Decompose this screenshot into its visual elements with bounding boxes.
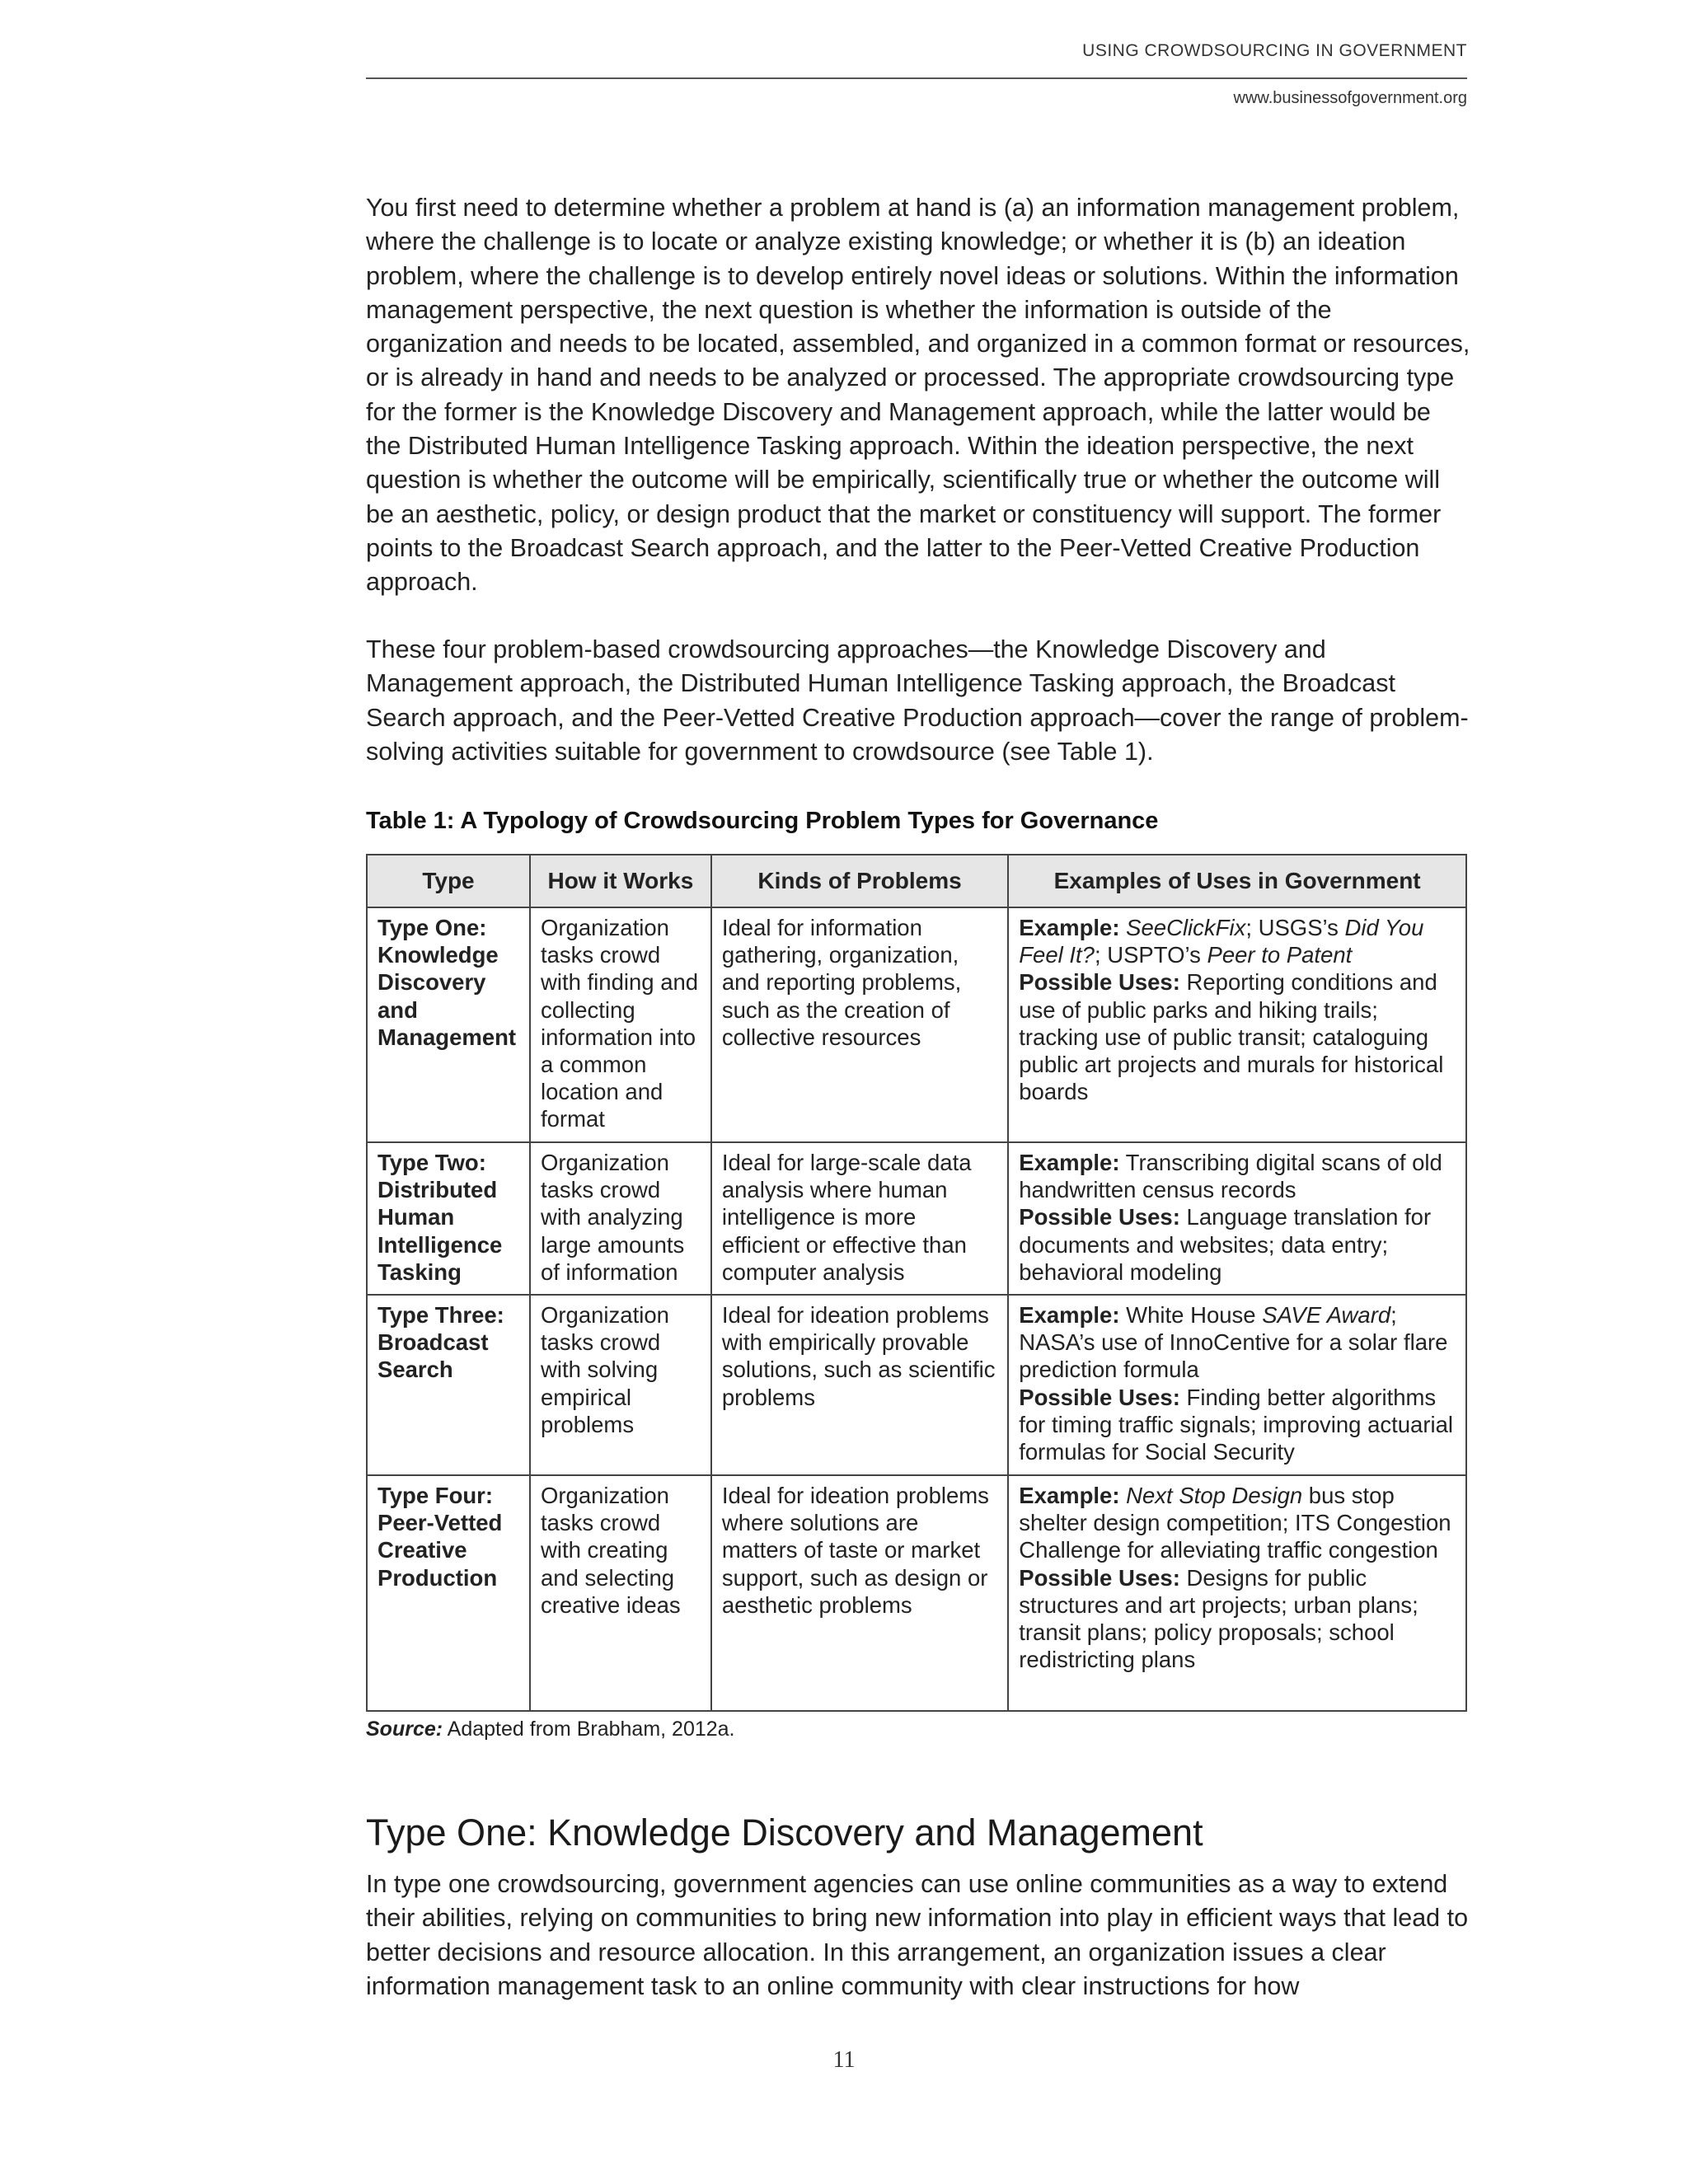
possible-uses-text: Reporting conditions and use of public parks and hiking trails; tracking use of public transit; cataloguing public art projects and murals for historical boards xyxy=(1019,969,1444,1105)
kinds-of-problems-cell: Ideal for ideation problems where solutions are matters of taste or market support, such as design or aesthetic problems xyxy=(711,1475,1008,1711)
possible-uses-label: Possible Uses: xyxy=(1019,969,1180,996)
table-caption: Table 1: A Typology of Crowdsourcing Problem Types for Governance xyxy=(366,808,1159,834)
section-heading: Type One: Knowledge Discovery and Management xyxy=(366,1811,1203,1854)
section-paragraph: In type one crowdsourcing, government agencies can use online communities as a way to extend their abilities, relying on communities to bring new information into play in efficient ways that lead to better decisions and resource allocation. In this arrangement, an organization issues a clear information management task to an online community with clear instructions for how xyxy=(366,1870,1469,2000)
typology-table xyxy=(366,854,1467,1712)
column-header-type: Type xyxy=(367,855,530,907)
page-number: 11 xyxy=(832,2047,856,2073)
examples-cell xyxy=(1008,1142,1466,1295)
column-header-how-it-works: How it Works xyxy=(530,855,711,907)
possible-uses-label: Possible Uses: xyxy=(1019,1384,1180,1410)
examples-cell xyxy=(1008,1295,1466,1475)
how-it-works-cell: Organization tasks crowd with finding and collecting information into a common location and format xyxy=(530,907,711,1142)
example-text: White House xyxy=(1126,1302,1263,1328)
table-source-note xyxy=(366,1718,735,1741)
type-name: Type Two: Distributed Human Intelligence Tasking xyxy=(377,1150,503,1285)
how-it-works-cell: Organization tasks crowd with analyzing large amounts of information xyxy=(530,1142,711,1295)
header-website-url: www.businessofgovernment.org xyxy=(1233,89,1467,107)
example-text: bus stop shelter design competition; ITS Congestion Challenge for alleviating traffic congestion xyxy=(1019,1483,1451,1563)
type-cell xyxy=(367,907,530,1142)
possible-uses-line xyxy=(1019,968,1456,1105)
running-header-title: USING CROWDSOURCING IN GOVERNMENT xyxy=(1082,41,1467,60)
kinds-of-problems-cell: Ideal for large-scale data analysis where human intelligence is more efficient or effective than computer analysis xyxy=(711,1142,1008,1295)
example-text: ; USGS’s xyxy=(1245,915,1345,940)
possible-uses-text: Designs for public structures and art projects; urban plans; transit plans; policy proposals; school redistricting plans xyxy=(1019,1564,1418,1673)
type-cell xyxy=(367,1475,530,1711)
how-it-works-cell: Organization tasks crowd with solving empirical problems xyxy=(530,1295,711,1475)
example-line xyxy=(1019,1301,1456,1384)
possible-uses-label: Possible Uses: xyxy=(1019,1204,1180,1230)
example-name: Did You Feel It? xyxy=(1019,915,1424,968)
column-header-kinds-of-problems: Kinds of Problems xyxy=(711,855,1008,907)
possible-uses-text: Language translation for documents and websites; data entry; behavioral modeling xyxy=(1019,1204,1432,1285)
examples-cell xyxy=(1008,907,1466,1142)
example-line xyxy=(1019,1482,1456,1564)
example-name: Next Stop Design xyxy=(1126,1483,1303,1508)
example-name: Peer to Patent xyxy=(1207,942,1353,968)
example-label: Example: xyxy=(1019,1302,1120,1328)
table-header-row xyxy=(367,855,1466,907)
source-label: Source: xyxy=(366,1718,443,1741)
possible-uses-line xyxy=(1019,1203,1456,1286)
example-name: SeeClickFix xyxy=(1126,915,1246,940)
source-text: Adapted from Brabham, 2012a. xyxy=(447,1718,735,1741)
example-text: ; USPTO’s xyxy=(1094,942,1207,968)
possible-uses-text: Finding better algorithms for timing traffic signals; improving actuarial formulas for Social Security xyxy=(1019,1384,1454,1465)
type-cell xyxy=(367,1295,530,1475)
body-paragraph-2: These four problem-based crowdsourcing approaches—the Knowledge Discovery and Management approach, the Distributed Human Intelligence Tasking approach, the Broadcast Search approach, and the Peer-Vetted Creative Production approach—cover the range of problem-solving activities suitable for government to crowdsource (see Table 1). xyxy=(366,635,1469,766)
possible-uses-line xyxy=(1019,1384,1456,1466)
example-name: SAVE Award xyxy=(1262,1302,1391,1328)
example-line xyxy=(1019,914,1456,968)
table-row xyxy=(367,907,1466,1142)
example-label: Example: xyxy=(1019,1150,1120,1175)
possible-uses-line xyxy=(1019,1564,1456,1674)
table-row xyxy=(367,1142,1466,1295)
table-row xyxy=(367,1295,1466,1475)
how-it-works-cell: Organization tasks crowd with creating and selecting creative ideas xyxy=(530,1475,711,1711)
example-text: Transcribing digital scans of old handwritten census records xyxy=(1019,1150,1442,1203)
type-name: Type One: Knowledge Discovery and Management xyxy=(377,915,517,1050)
kinds-of-problems-cell: Ideal for information gathering, organization, and reporting problems, such as the creation of collective resources xyxy=(711,907,1008,1142)
header-divider xyxy=(366,77,1467,79)
type-name: Type Three: Broadcast Search xyxy=(377,1302,504,1383)
type-cell xyxy=(367,1142,530,1295)
example-label: Example: xyxy=(1019,915,1120,940)
example-text: ; NASA’s use of InnoCentive for a solar flare prediction formula xyxy=(1019,1302,1448,1383)
possible-uses-label: Possible Uses: xyxy=(1019,1564,1180,1591)
examples-cell xyxy=(1008,1475,1466,1711)
body-paragraph-1: You first need to determine whether a problem at hand is (a) an information management problem, where the challenge is to locate or analyze existing knowledge; or whether it is (b) an ideation problem, where the challenge is to develop entirely novel ideas or solutions. Within the information management perspective, the next question is whether the information is outside of the organization and needs to be located, assembled, and organized in a common format or resources, or is already in hand and needs to be analyzed or processed. The appropriate crowdsourcing type for the former is the Knowledge Discovery and Management approach, while the latter would be the Distributed Human Intelligence Tasking approach. Within the ideation perspective, the next question is whether the outcome will be empirically, scientifically true or whether the outcome will be an aesthetic, policy, or design product that the market or constituency will support. The former points to the Broadcast Search approach, and the latter to the Peer-Vetted Creative Production approach. xyxy=(366,194,1470,597)
column-header-examples: Examples of Uses in Government xyxy=(1008,855,1466,907)
type-name: Type Four: Peer-Vetted Creative Production xyxy=(377,1483,503,1591)
table-row xyxy=(367,1475,1466,1711)
kinds-of-problems-cell: Ideal for ideation problems with empirically provable solutions, such as scientific problems xyxy=(711,1295,1008,1475)
example-line xyxy=(1019,1149,1456,1203)
example-label: Example: xyxy=(1019,1483,1120,1508)
